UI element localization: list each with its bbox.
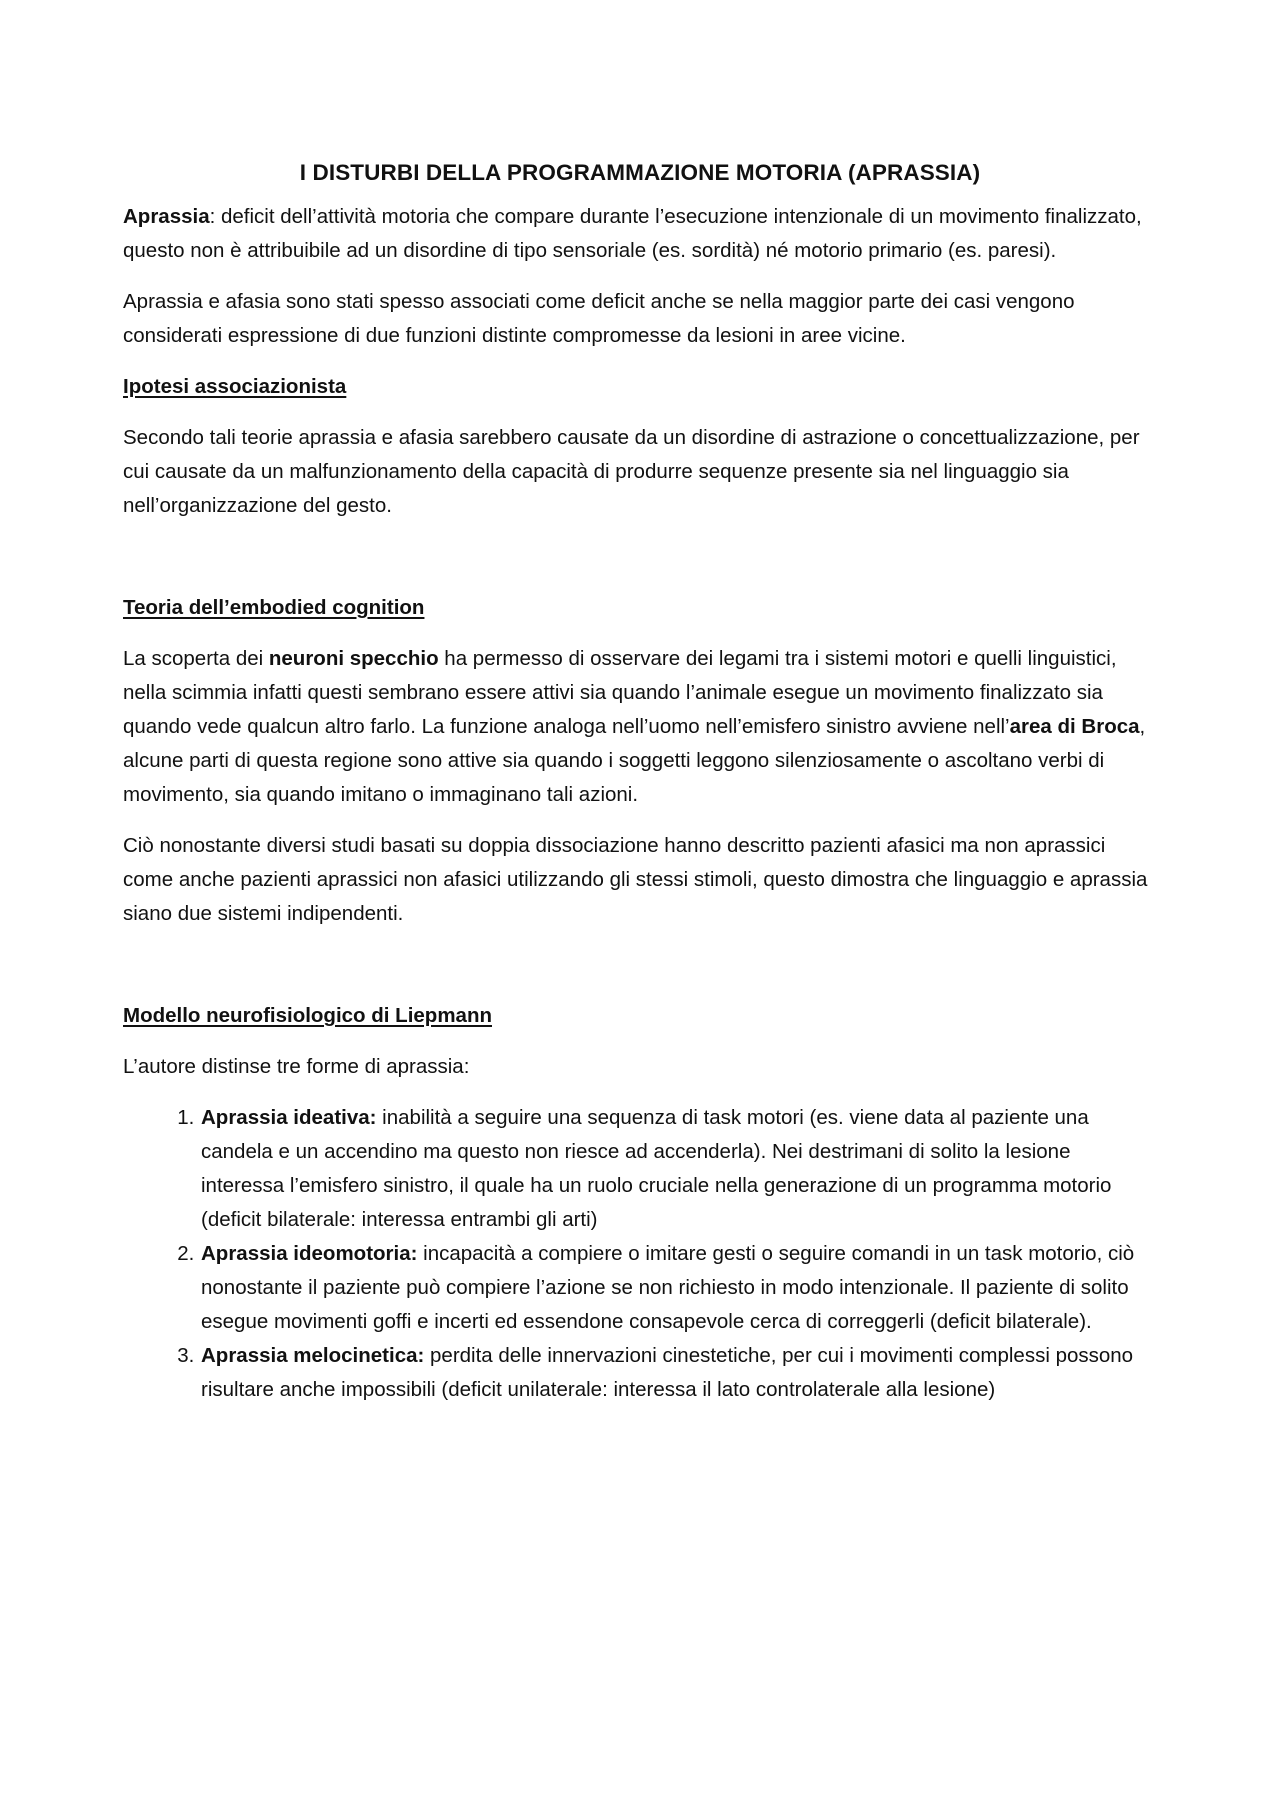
section-heading-ipotesi: Ipotesi associazionista xyxy=(123,375,347,398)
embodied-text-a: La scoperta dei xyxy=(123,647,269,670)
dissociazione-paragraph: Ciò nonostante diversi studi basati su doppia dissociazione hanno descritto pazienti afasici ma non aprassici come anche pazienti aprassici non afasici utilizzando gli stessi stimoli, questo dimostra che linguaggio e aprassia siano due sistemi indipendenti. xyxy=(123,834,1148,925)
section-heading-embodied: Teoria dell’embodied cognition xyxy=(123,596,425,619)
definition-text: : deficit dell’attività motoria che compare durante l’esecuzione intenzionale di un movimento finalizzato, questo non è attribuibile ad un disordine di tipo sensoriale (es. sordità) né motorio primario (es. paresi). xyxy=(123,205,1142,262)
list-item-text: perdita delle innervazioni cinestetiche, per cui i movimenti complessi possono risultare anche impossibili (deficit unilaterale: interessa il lato controlaterale alla lesione) xyxy=(201,1344,1134,1401)
list-item xyxy=(200,1339,1157,1407)
list-item-term: Aprassia ideomotoria: xyxy=(201,1242,418,1265)
spacer xyxy=(123,540,1157,591)
definition-paragraph xyxy=(123,200,1157,268)
definition-term: Aprassia xyxy=(123,205,210,228)
embodied-paragraph xyxy=(123,642,1157,812)
list-item xyxy=(200,1237,1157,1339)
area-broca-term: area di Broca xyxy=(1009,715,1140,738)
document-title: I DISTURBI DELLA PROGRAMMAZIONE MOTORIA (APRASSIA) xyxy=(299,160,981,185)
aprassia-forms-list xyxy=(123,1101,1157,1407)
neuroni-specchio-term: neuroni specchio xyxy=(268,647,439,670)
ipotesi-paragraph: Secondo tali teorie aprassia e afasia sarebbero causate da un disordine di astrazione o concettualizzazione, per cui causate da un malfunzionamento della capacità di produrre sequenze presente sia nel linguaggio sia nell’organizzazione del gesto. xyxy=(123,426,1140,517)
list-item xyxy=(200,1101,1157,1237)
list-item-term: Aprassia ideativa: xyxy=(201,1106,377,1129)
embodied-text-e: , alcune parti di questa regione sono attive sia quando i soggetti leggono silenziosamente o ascoltano verbi di movimento, sia quando imitano o immaginano tali azioni. xyxy=(123,715,1146,806)
embodied-text-c: ha permesso di osservare dei legami tra i sistemi motori e quelli linguistici, nella scimmia infatti questi sembrano essere attivi sia quando l’animale esegue un movimento finalizzato sia quando vede qualcun altro farlo. La funzione analoga nell’uomo nell’emisfero sinistro avviene nell’ xyxy=(123,647,1117,738)
spacer xyxy=(123,948,1157,999)
list-item-term: Aprassia melocinetica: xyxy=(201,1344,425,1367)
aprassia-afasia-paragraph: Aprassia e afasia sono stati spesso associati come deficit anche se nella maggior parte dei casi vengono considerati espressione di due funzioni distinte compromesse da lesioni in aree vicine. xyxy=(123,290,1075,347)
list-item-text: inabilità a seguire una sequenza di task motori (es. viene data al paziente una candela e un accendino ma questo non riesce ad accenderla). Nei destrimani di solito la lesione interessa l’emisfero sinistro, il quale ha un ruolo cruciale nella generazione di un programma motorio (deficit bilaterale: interessa entrambi gli arti) xyxy=(201,1106,1112,1231)
section-heading-liepmann: Modello neurofisiologico di Liepmann xyxy=(123,1004,492,1027)
liepmann-intro: L’autore distinse tre forme di aprassia: xyxy=(123,1055,470,1078)
list-item-text: incapacità a compiere o imitare gesti o seguire comandi in un task motorio, ciò nonostante il paziente può compiere l’azione se non richiesto in modo intenzionale. Il paziente di solito esegue movimenti goffi e incerti ed essendone consapevole cerca di correggerli (deficit bilaterale). xyxy=(201,1242,1135,1333)
